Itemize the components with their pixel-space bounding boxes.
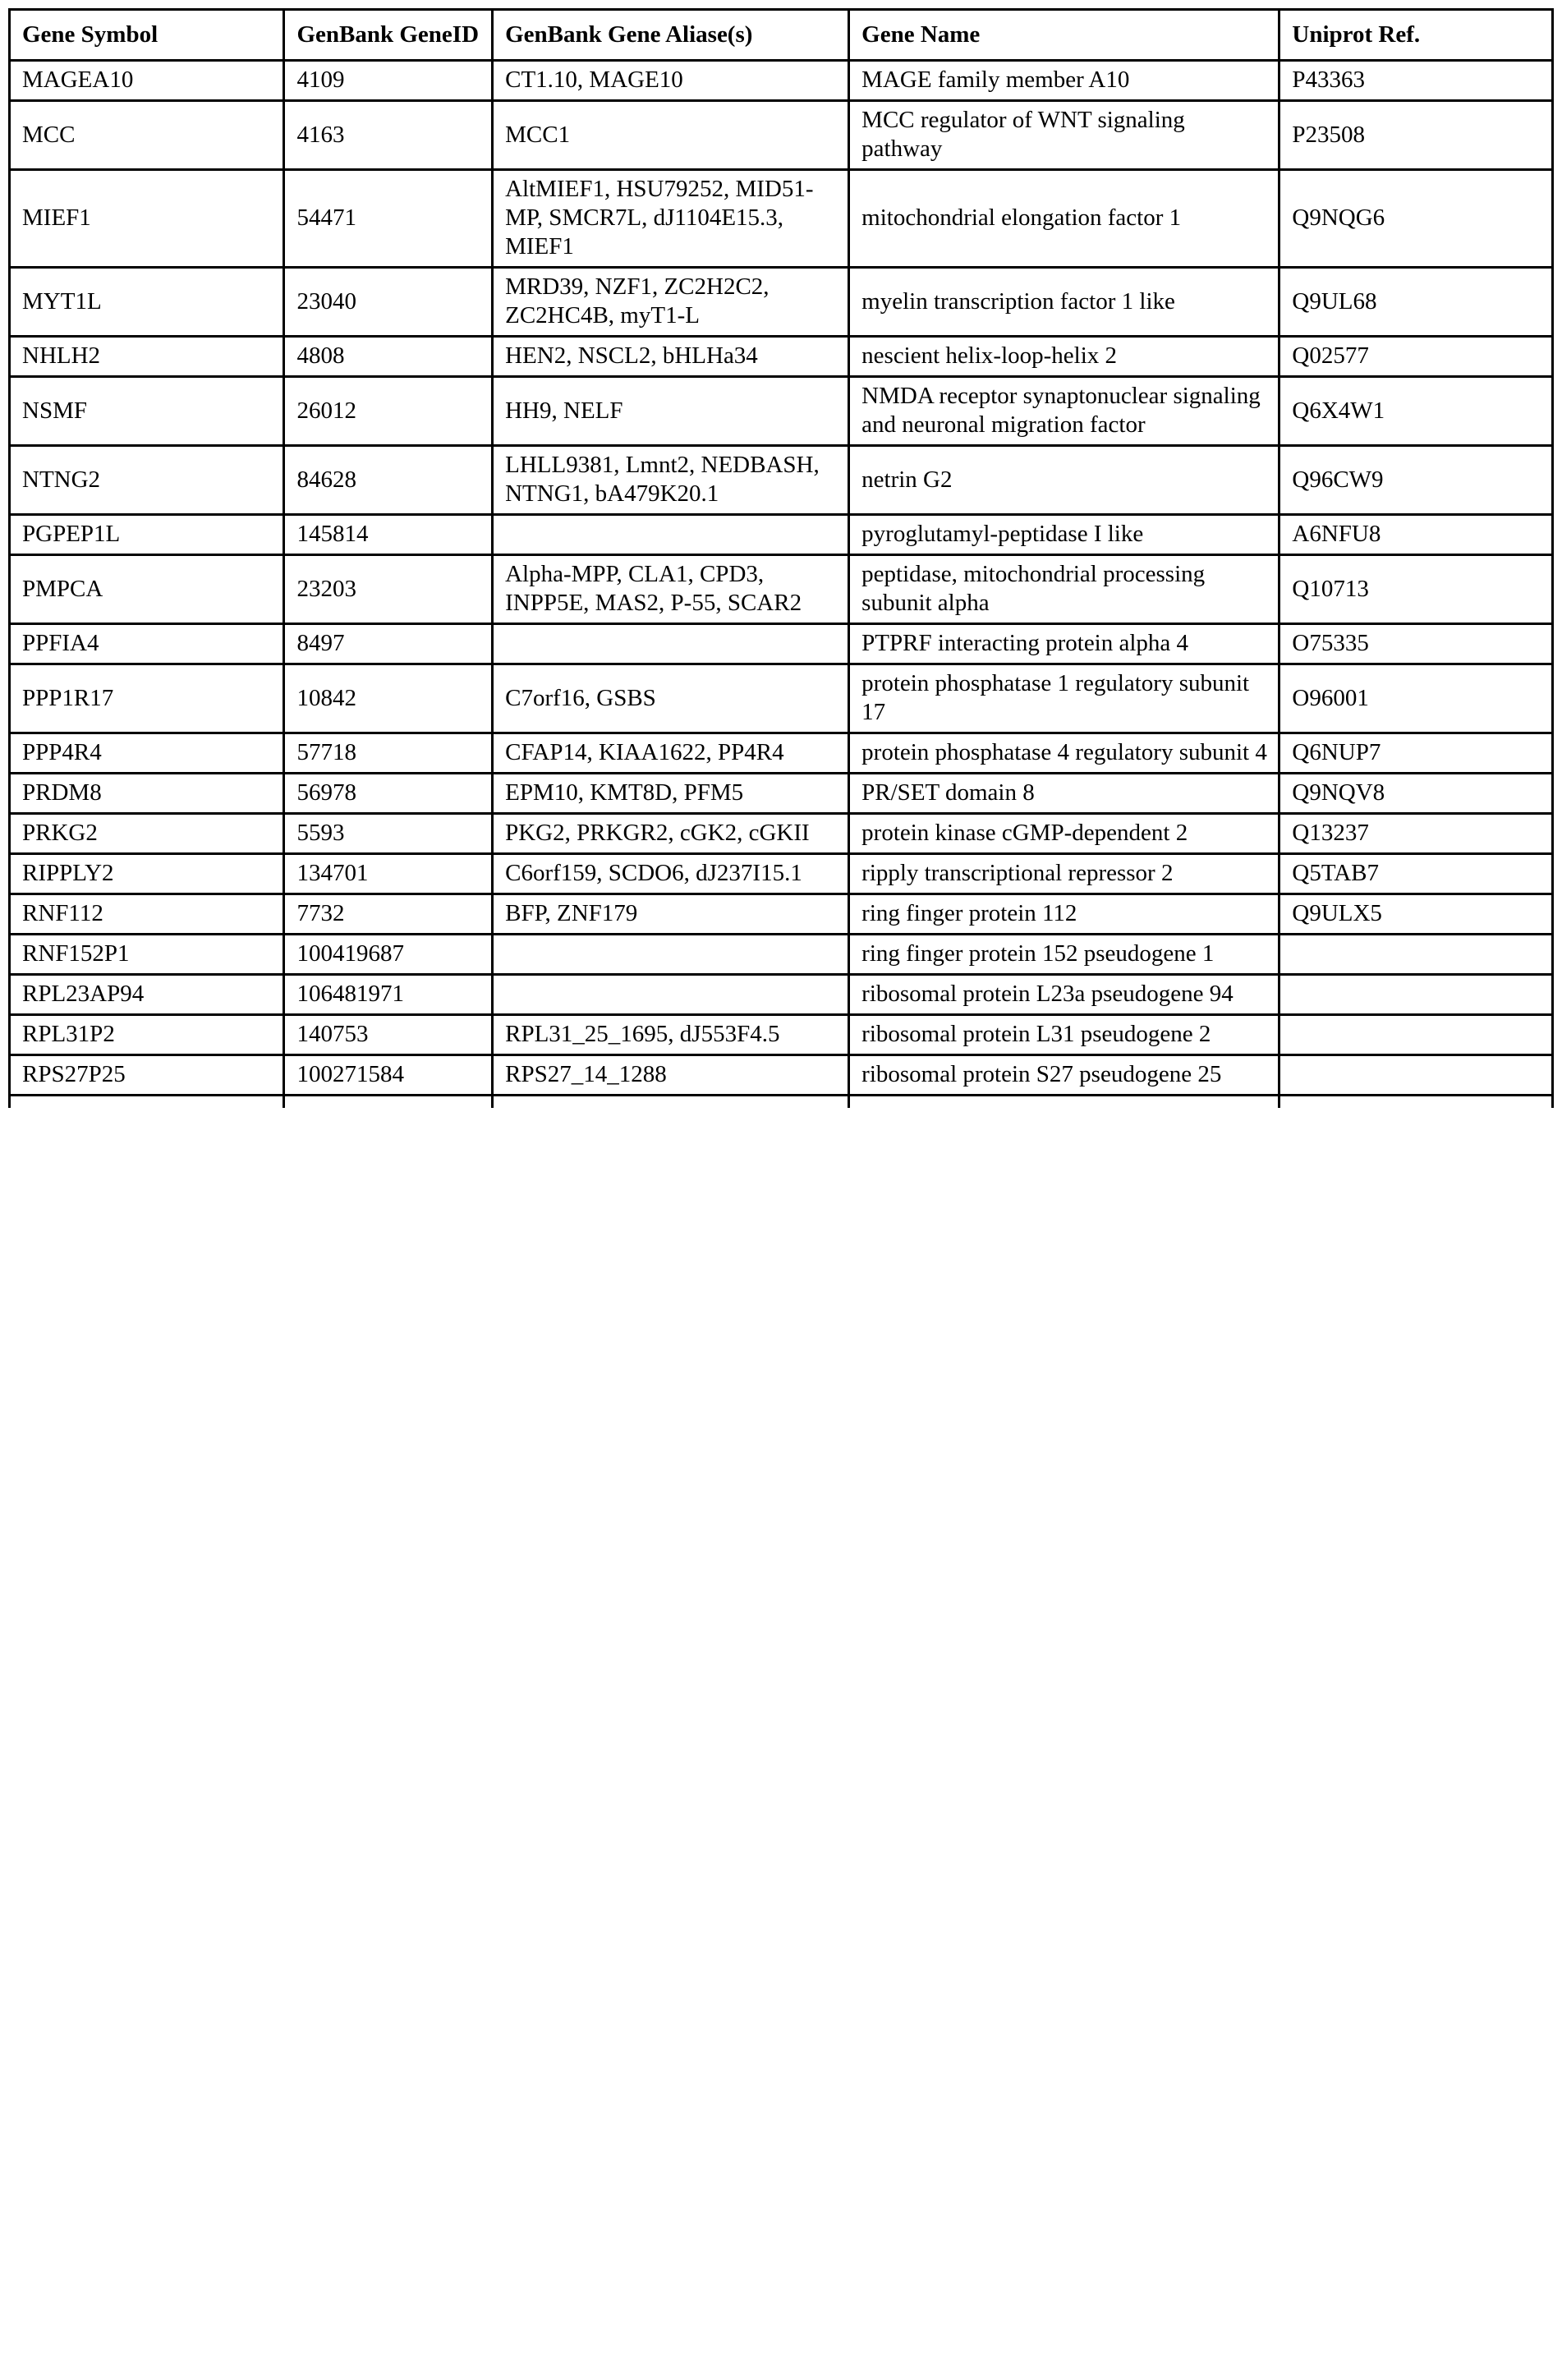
cell-genbank-aliases: LHLL9381, Lmnt2, NEDBASH, NTNG1, bA479K20.1 [493, 446, 849, 515]
cell-gene-symbol: RNF112 [10, 894, 284, 935]
cell-gene-name: MAGE family member A10 [849, 61, 1279, 101]
cell-gene-name: ribosomal protein S27 pseudogene 25 [849, 1055, 1279, 1096]
table-row [10, 664, 1553, 733]
cell-genbank-aliases: C6orf159, SCDO6, dJ237I15.1 [493, 854, 849, 894]
cell-gene-symbol: RIPPLY2 [10, 854, 284, 894]
cell-gene-symbol: MAGEA10 [10, 61, 284, 101]
cell-uniprot-ref: A6NFU8 [1279, 515, 1553, 555]
cell-gene-symbol: PRDM8 [10, 774, 284, 814]
cell-genbank-geneid: 57718 [284, 733, 493, 774]
cell-uniprot-ref [1279, 935, 1553, 975]
cell-genbank-aliases [493, 935, 849, 975]
cell-gene-name: protein phosphatase 1 regulatory subunit 17 [849, 664, 1279, 733]
cell-gene-symbol: NTNG2 [10, 446, 284, 515]
cell-empty [284, 1096, 493, 1109]
cell-gene-name: protein kinase cGMP-dependent 2 [849, 814, 1279, 854]
cell-genbank-geneid: 100271584 [284, 1055, 493, 1096]
table-row [10, 101, 1553, 170]
cell-gene-name: ring finger protein 152 pseudogene 1 [849, 935, 1279, 975]
cell-gene-symbol: MCC [10, 101, 284, 170]
cell-uniprot-ref [1279, 975, 1553, 1015]
table-header [10, 10, 1553, 61]
table-row [10, 854, 1553, 894]
cell-genbank-geneid: 4808 [284, 337, 493, 377]
col-header-genbank-geneid: GenBank GeneID [284, 10, 493, 61]
cell-gene-symbol: RPL23AP94 [10, 975, 284, 1015]
cell-genbank-aliases: Alpha-MPP, CLA1, CPD3, INPP5E, MAS2, P-55, SCAR2 [493, 555, 849, 624]
cell-genbank-geneid: 23040 [284, 268, 493, 337]
cell-gene-name: MCC regulator of WNT signaling pathway [849, 101, 1279, 170]
cell-uniprot-ref: P23508 [1279, 101, 1553, 170]
cell-genbank-geneid: 4109 [284, 61, 493, 101]
cell-gene-name: mitochondrial elongation factor 1 [849, 170, 1279, 268]
cell-gene-name: PR/SET domain 8 [849, 774, 1279, 814]
cell-empty [1279, 1096, 1553, 1109]
cell-uniprot-ref: P43363 [1279, 61, 1553, 101]
table-row [10, 515, 1553, 555]
col-header-gene-symbol: Gene Symbol [10, 10, 284, 61]
cell-genbank-aliases: MRD39, NZF1, ZC2H2C2, ZC2HC4B, myT1-L [493, 268, 849, 337]
cell-gene-symbol: RPS27P25 [10, 1055, 284, 1096]
cell-gene-symbol: NSMF [10, 377, 284, 446]
cell-genbank-geneid: 106481971 [284, 975, 493, 1015]
cell-uniprot-ref: O96001 [1279, 664, 1553, 733]
col-header-uniprot-ref: Uniprot Ref. [1279, 10, 1553, 61]
cell-uniprot-ref: Q10713 [1279, 555, 1553, 624]
table-row [10, 814, 1553, 854]
cell-genbank-geneid: 145814 [284, 515, 493, 555]
cell-uniprot-ref [1279, 1055, 1553, 1096]
cell-gene-name: ripply transcriptional repressor 2 [849, 854, 1279, 894]
cell-genbank-geneid: 4163 [284, 101, 493, 170]
table-row [10, 555, 1553, 624]
table-row [10, 774, 1553, 814]
cell-genbank-aliases: PKG2, PRKGR2, cGK2, cGKII [493, 814, 849, 854]
cell-gene-name: ribosomal protein L23a pseudogene 94 [849, 975, 1279, 1015]
table-body [10, 61, 1553, 1109]
cell-gene-symbol: PPP1R17 [10, 664, 284, 733]
table-row [10, 377, 1553, 446]
table-row [10, 935, 1553, 975]
cell-genbank-geneid: 54471 [284, 170, 493, 268]
cell-genbank-geneid: 5593 [284, 814, 493, 854]
cell-empty [849, 1096, 1279, 1109]
cell-uniprot-ref: Q9NQG6 [1279, 170, 1553, 268]
table-row [10, 894, 1553, 935]
cell-uniprot-ref [1279, 1015, 1553, 1055]
cell-genbank-geneid: 100419687 [284, 935, 493, 975]
cell-gene-symbol: RNF152P1 [10, 935, 284, 975]
cell-gene-name: protein phosphatase 4 regulatory subunit 4 [849, 733, 1279, 774]
cell-gene-name: pyroglutamyl-peptidase I like [849, 515, 1279, 555]
col-header-genbank-aliases: GenBank Gene Aliase(s) [493, 10, 849, 61]
cell-gene-symbol: PMPCA [10, 555, 284, 624]
cell-genbank-aliases [493, 515, 849, 555]
cell-gene-name: nescient helix-loop-helix 2 [849, 337, 1279, 377]
cell-uniprot-ref: Q9NQV8 [1279, 774, 1553, 814]
cell-genbank-aliases: MCC1 [493, 101, 849, 170]
cell-gene-name: ribosomal protein L31 pseudogene 2 [849, 1015, 1279, 1055]
cell-genbank-aliases: HEN2, NSCL2, bHLHa34 [493, 337, 849, 377]
table-row [10, 975, 1553, 1015]
cell-gene-symbol: RPL31P2 [10, 1015, 284, 1055]
cell-gene-name: myelin transcription factor 1 like [849, 268, 1279, 337]
cell-genbank-geneid: 7732 [284, 894, 493, 935]
cell-genbank-geneid: 23203 [284, 555, 493, 624]
cell-genbank-aliases: C7orf16, GSBS [493, 664, 849, 733]
cell-gene-symbol: MYT1L [10, 268, 284, 337]
table-row [10, 624, 1553, 664]
cell-uniprot-ref: Q6X4W1 [1279, 377, 1553, 446]
cell-empty [10, 1096, 284, 1109]
cell-genbank-geneid: 140753 [284, 1015, 493, 1055]
cell-uniprot-ref: Q9ULX5 [1279, 894, 1553, 935]
table-row [10, 61, 1553, 101]
cell-empty [493, 1096, 849, 1109]
cell-genbank-geneid: 84628 [284, 446, 493, 515]
cell-genbank-aliases: EPM10, KMT8D, PFM5 [493, 774, 849, 814]
col-header-gene-name: Gene Name [849, 10, 1279, 61]
table-row [10, 446, 1553, 515]
table-row [10, 268, 1553, 337]
cell-genbank-geneid: 8497 [284, 624, 493, 664]
cell-gene-name: netrin G2 [849, 446, 1279, 515]
cell-gene-symbol: NHLH2 [10, 337, 284, 377]
header-row [10, 10, 1553, 61]
cell-uniprot-ref: Q6NUP7 [1279, 733, 1553, 774]
cell-genbank-geneid: 56978 [284, 774, 493, 814]
cell-genbank-geneid: 26012 [284, 377, 493, 446]
table-row [10, 733, 1553, 774]
table-row [10, 1015, 1553, 1055]
cell-uniprot-ref: Q13237 [1279, 814, 1553, 854]
cell-uniprot-ref: Q5TAB7 [1279, 854, 1553, 894]
partial-row [10, 1096, 1553, 1109]
cell-genbank-aliases: CT1.10, MAGE10 [493, 61, 849, 101]
cell-uniprot-ref: Q96CW9 [1279, 446, 1553, 515]
table-row [10, 170, 1553, 268]
cell-genbank-aliases: RPS27_14_1288 [493, 1055, 849, 1096]
cell-uniprot-ref: O75335 [1279, 624, 1553, 664]
gene-table [8, 8, 1554, 1108]
cell-gene-name: NMDA receptor synaptonuclear signaling and neuronal migration factor [849, 377, 1279, 446]
cell-uniprot-ref: Q9UL68 [1279, 268, 1553, 337]
cell-gene-name: PTPRF interacting protein alpha 4 [849, 624, 1279, 664]
cell-uniprot-ref: Q02577 [1279, 337, 1553, 377]
cell-genbank-aliases: AltMIEF1, HSU79252, MID51-MP, SMCR7L, dJ1104E15.3, MIEF1 [493, 170, 849, 268]
cell-genbank-aliases: BFP, ZNF179 [493, 894, 849, 935]
table-row [10, 337, 1553, 377]
cell-gene-symbol: PGPEP1L [10, 515, 284, 555]
cell-gene-name: ring finger protein 112 [849, 894, 1279, 935]
cell-genbank-aliases [493, 624, 849, 664]
cell-gene-symbol: PPFIA4 [10, 624, 284, 664]
cell-gene-symbol: PRKG2 [10, 814, 284, 854]
cell-gene-symbol: PPP4R4 [10, 733, 284, 774]
table-row [10, 1055, 1553, 1096]
cell-genbank-geneid: 134701 [284, 854, 493, 894]
cell-gene-symbol: MIEF1 [10, 170, 284, 268]
cell-genbank-aliases: RPL31_25_1695, dJ553F4.5 [493, 1015, 849, 1055]
cell-genbank-aliases: HH9, NELF [493, 377, 849, 446]
cell-genbank-aliases [493, 975, 849, 1015]
cell-genbank-aliases: CFAP14, KIAA1622, PP4R4 [493, 733, 849, 774]
cell-genbank-geneid: 10842 [284, 664, 493, 733]
cell-gene-name: peptidase, mitochondrial processing subunit alpha [849, 555, 1279, 624]
